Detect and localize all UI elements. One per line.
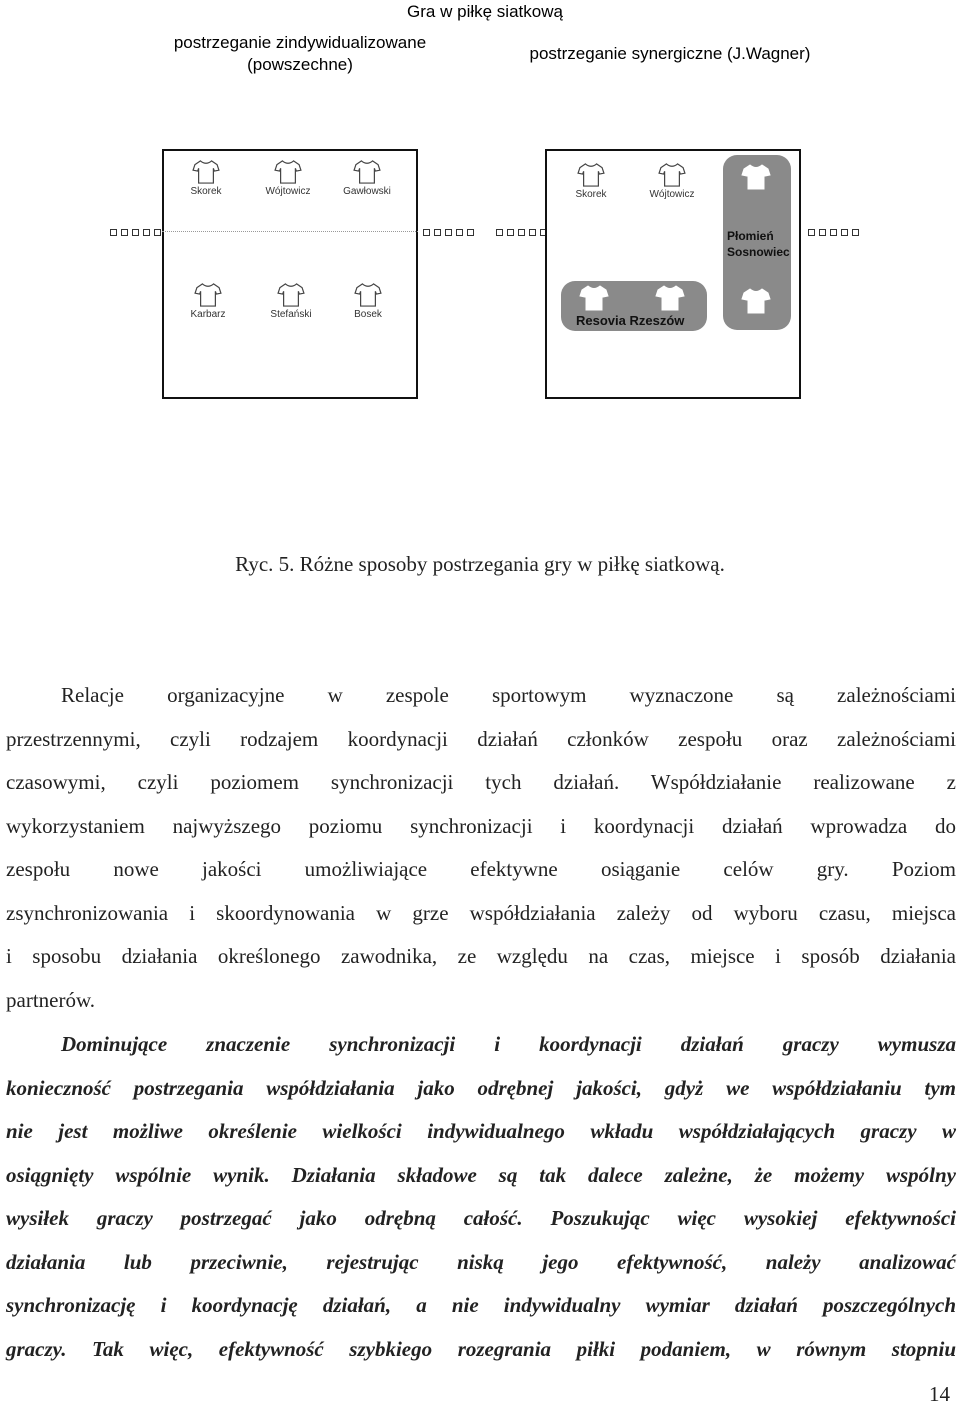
player-karbarz-left: Karbarz: [173, 283, 243, 320]
p1-line-1: Relacje organizacyjne w zespole sportowym wyznaczone są zależnościami: [61, 683, 956, 707]
net-line-right: [808, 227, 859, 237]
net-line-mid-right: [496, 227, 547, 237]
team-resovia-label: Resovia Rzeszów: [576, 313, 685, 328]
figure-caption: Ryc. 5. Różne sposoby postrzegania gry w piłkę siatkową.: [235, 552, 725, 576]
shirt-icon: [741, 288, 771, 314]
p1-line-2: przestrzennymi, czyli rodzajem koordynacji działań członków zespołu oraz zależnościami: [6, 726, 956, 751]
player-skorek-left: Skorek: [171, 160, 241, 197]
p1-line-8: partnerów.: [6, 987, 96, 1012]
p1-line-5: zespołu nowe jakości umożliwiające efektywne osiąganie celów gry. Poziom: [6, 857, 956, 881]
shirt-icon: [194, 283, 222, 307]
right-header: postrzeganie synergiczne (J.Wagner): [529, 44, 811, 63]
p2-line-5: wysiłek graczy postrzegać jako odrębną całość. Poszukując więc wysokiej efektywności: [6, 1206, 956, 1230]
page-number: 14: [929, 1382, 950, 1406]
p2-line-2: konieczność postrzegania współdziałania jako odrębnej jakości, gdyż we współdziałaniu tym: [6, 1075, 956, 1100]
player-stefanski-left: Stefański: [256, 283, 326, 320]
team-plomien-label-line2: Sosnowiec: [727, 245, 790, 259]
left-court-net: [162, 231, 418, 233]
player-wojtowicz-right: Wójtowicz: [637, 163, 707, 200]
p2-line-6: działania lub przeciwnie, rejestrując niską jego efektywność, należy analizować: [6, 1249, 956, 1274]
shirt-icon: [192, 160, 220, 184]
paragraph-1: [6, 674, 956, 1022]
shirt-icon: [741, 164, 771, 190]
shirt-icon: [277, 283, 305, 307]
p2-line-3: nie jest możliwe określenie wielkości indywidualnego wkładu współdziałających graczy w: [6, 1119, 956, 1143]
shirt-icon: [353, 160, 381, 184]
p1-line-6: zsynchronizowania i skoordynowania w grze współdziałania zależy od wyboru czasu, miejsca: [6, 900, 956, 925]
shirt-icon: [658, 163, 686, 187]
net-line-left: [110, 227, 161, 237]
player-wojtowicz-left: Wójtowicz: [253, 160, 323, 197]
paragraph-2: [6, 1023, 956, 1371]
p2-line-4: osiągnięty wspólnie wynik. Działania składowe są tak dalece zależne, że możemy wspólny: [6, 1162, 956, 1187]
shirt-icon: [274, 160, 302, 184]
p2-line-1: Dominujące znaczenie synchronizacji i koordynacji działań graczy wymusza: [61, 1032, 956, 1056]
player-bosek-left: Bosek: [333, 283, 403, 320]
player-skorek-right: Skorek: [556, 163, 626, 200]
p1-line-3: czasowymi, czyli poziomem synchronizacji tych działań. Współdziałanie realizowane z: [6, 770, 956, 794]
left-header-line2: (powszechne): [247, 55, 353, 74]
shirt-icon: [579, 285, 609, 311]
p2-line-7: synchronizację i koordynację działań, a nie indywidualny wymiar działań poszczególnych: [6, 1293, 956, 1317]
net-line-mid-left: [423, 227, 474, 237]
p1-line-7: i sposobu działania określonego zawodnika, ze względu na czas, miejsce i sposób działania: [6, 944, 956, 968]
shirt-icon: [655, 285, 685, 311]
shirt-icon: [577, 163, 605, 187]
p2-line-8: graczy. Tak więc, efektywność szybkiego rozegrania piłki podaniem, w równym stopniu: [6, 1336, 956, 1361]
shirt-icon: [354, 283, 382, 307]
team-plomien-label-line1: Płomień: [727, 229, 774, 243]
figure-title: Gra w piłkę siatkową: [407, 2, 563, 21]
left-header-line1: postrzeganie zindywidualizowane: [173, 33, 427, 52]
player-gawlowski-left: Gawłowski: [332, 160, 402, 197]
p1-line-4: wykorzystaniem najwyższego poziomu synchronizacji i koordynacji działań wprowadza do: [6, 813, 956, 838]
